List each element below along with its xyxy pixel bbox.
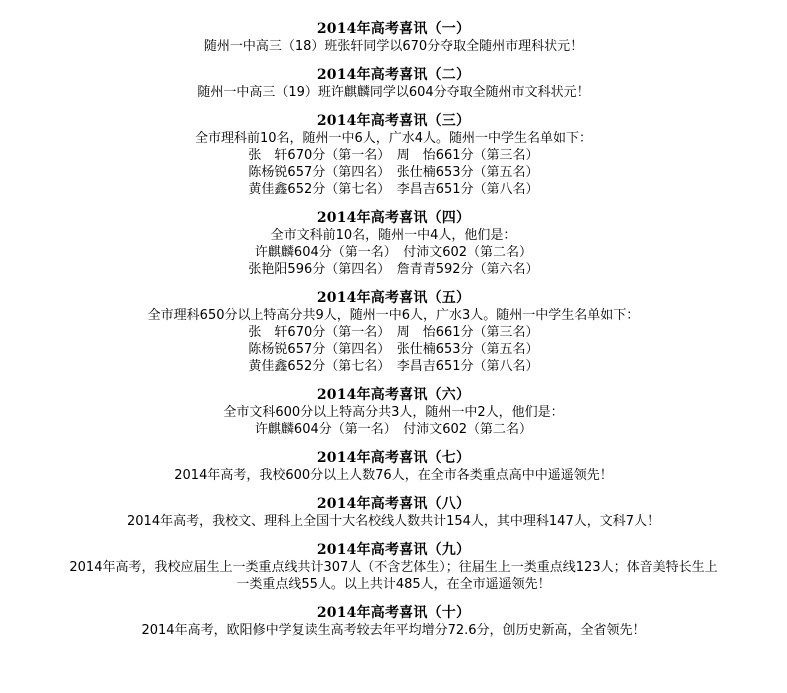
section-title: 2014年高考喜讯（八）	[316, 496, 471, 512]
news-section	[0, 604, 787, 639]
section-line: 全市文科前10名，随州一中4人，他们是：	[270, 228, 517, 243]
section-line: 2014年高考，我校文、理科上全国十大名校线人数共计154人，其中理科147人，文科7人！	[127, 514, 660, 529]
news-section	[0, 449, 787, 484]
section-line: 许麒麟604分（第一名） 付沛文602（第二名）	[254, 245, 533, 260]
section-line: 陈杨锐657分（第四名） 张仕楠653分（第五名）	[248, 165, 539, 180]
news-section	[0, 541, 787, 593]
section-line: 全市理科前10名，随州一中6人，广水4人。随州一中学生名单如下：	[194, 131, 593, 146]
section-line: 陈杨锐657分（第四名） 张仕楠653分（第五名）	[248, 342, 539, 357]
section-title: 2014年高考喜讯（五）	[316, 290, 471, 306]
news-section	[0, 289, 787, 375]
section-line: 2014年高考，我校应届生上一类重点线共计307人（不含艺体生）；往届生上一类重点线123人；体音美特长生上	[69, 560, 718, 575]
section-line: 2014年高考，我校600分以上人数76人，在全市各类重点高中中遥遥领先！	[174, 468, 613, 483]
section-line: 张 轩670分（第一名） 周 怡661分（第三名）	[248, 325, 539, 340]
section-title: 2014年高考喜讯（九）	[316, 542, 471, 558]
section-title: 2014年高考喜讯（一）	[316, 21, 471, 37]
section-line: 黄佳鑫652分（第七名） 李昌吉651分（第八名）	[248, 182, 539, 197]
section-line: 张 轩670分（第一名） 周 怡661分（第三名）	[248, 148, 539, 163]
news-section	[0, 66, 787, 101]
section-title: 2014年高考喜讯（七）	[316, 450, 471, 466]
section-line: 随州一中高三（18）班张轩同学以670分夺取全随州市理科状元！	[203, 39, 584, 54]
section-line: 全市理科650分以上特高分共9人，随州一中6人，广水3人。随州一中学生名单如下：	[147, 308, 640, 323]
news-section	[0, 20, 787, 55]
section-line: 黄佳鑫652分（第七名） 李昌吉651分（第八名）	[248, 359, 539, 374]
section-line: 随州一中高三（19）班许麒麟同学以604分夺取全随州市文科状元！	[197, 85, 590, 100]
section-title: 2014年高考喜讯（六）	[316, 387, 471, 403]
section-title: 2014年高考喜讯（十）	[316, 605, 471, 621]
section-line: 2014年高考，欧阳修中学复读生高考较去年平均增分72.6分，创历史新高，全省领先！	[141, 623, 646, 638]
news-section	[0, 112, 787, 198]
news-section	[0, 209, 787, 278]
section-line: 一类重点线55人。以上共计485人，在全市遥遥领先！	[236, 577, 551, 592]
news-list	[0, 20, 787, 639]
news-section	[0, 495, 787, 530]
section-title: 2014年高考喜讯（二）	[316, 67, 471, 83]
section-title: 2014年高考喜讯（四）	[316, 210, 471, 226]
section-line: 全市文科600分以上特高分共3人，随州一中2人，他们是：	[223, 405, 564, 420]
section-title: 2014年高考喜讯（三）	[316, 113, 471, 129]
section-line: 张艳阳596分（第四名） 詹青青592分（第六名）	[248, 262, 539, 277]
news-section	[0, 386, 787, 438]
section-line: 许麒麟604分（第一名） 付沛文602（第二名）	[254, 422, 533, 437]
